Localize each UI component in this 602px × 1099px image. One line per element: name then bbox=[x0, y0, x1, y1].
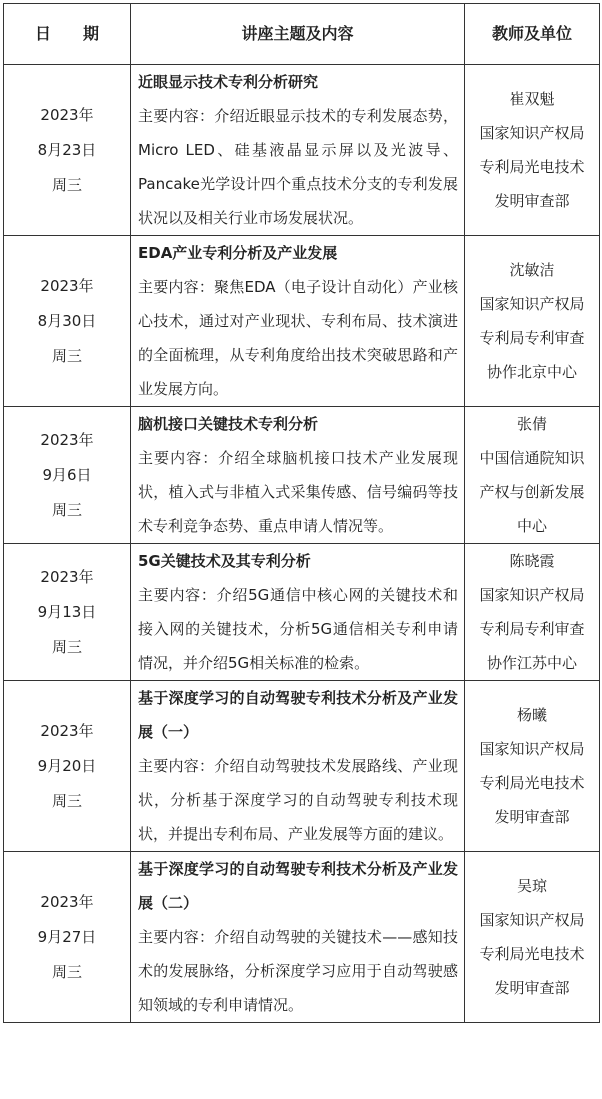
topic-cell bbox=[131, 236, 465, 407]
lecture-title: 5G关键技术及其专利分析 bbox=[138, 552, 311, 570]
teacher-name: 沈敏洁 bbox=[509, 261, 555, 279]
date-cell bbox=[4, 236, 131, 407]
date-year: 2023年 bbox=[40, 430, 94, 449]
header-teacher: 教师及单位 bbox=[465, 4, 600, 65]
date-cell bbox=[4, 65, 131, 236]
teacher-name: 杨曦 bbox=[516, 706, 547, 724]
teacher-cell bbox=[465, 544, 600, 681]
teacher-name: 陈晓霞 bbox=[509, 552, 555, 570]
teacher-cell bbox=[465, 852, 600, 1023]
lecture-title: EDA产业专利分析及产业发展 bbox=[138, 244, 338, 262]
teacher-org-line: 国家知识产权局 bbox=[479, 586, 585, 604]
teacher-org-line: 专利局光电技术 bbox=[479, 774, 585, 792]
topic-cell bbox=[131, 407, 465, 544]
date-weekday: 周三 bbox=[51, 500, 82, 519]
lecture-content: 主要内容：介绍自动驾驶技术发展路线、产业现状，分析基于深度学习的自动驾驶专利技术现状，并提出专利布局、产业发展等方面的建议。 bbox=[138, 757, 458, 843]
lecture-content: 主要内容：介绍近眼显示技术的专利发展态势，Micro LED、硅基液晶显示屏以及光波导、Pancake光学设计四个重点技术分支的专利发展状况以及相关行业市场发展状况。 bbox=[138, 107, 458, 227]
lecture-schedule-table bbox=[3, 3, 600, 1023]
teacher-org-line: 发明审查部 bbox=[494, 808, 570, 826]
teacher-org-line: 专利局光电技术 bbox=[479, 158, 585, 176]
date-year: 2023年 bbox=[40, 105, 94, 124]
date-year: 2023年 bbox=[40, 567, 94, 586]
date-day: 9月20日 bbox=[37, 756, 97, 775]
lecture-content: 主要内容：聚焦EDA（电子设计自动化）产业核心技术，通过对产业现状、专利布局、技术演进的全面梳理，从专利角度给出技术突破思路和产业发展方向。 bbox=[138, 278, 458, 398]
teacher-org-line: 协作江苏中心 bbox=[486, 654, 577, 672]
teacher-name: 张倩 bbox=[516, 415, 547, 433]
date-year: 2023年 bbox=[40, 276, 94, 295]
date-weekday: 周三 bbox=[51, 637, 82, 656]
teacher-cell bbox=[465, 65, 600, 236]
lecture-title: 脑机接口关键技术专利分析 bbox=[138, 415, 319, 433]
table-row bbox=[4, 65, 600, 236]
table-row bbox=[4, 681, 600, 852]
topic-cell bbox=[131, 544, 465, 681]
teacher-org-line: 国家知识产权局 bbox=[479, 911, 585, 929]
lecture-title: 基于深度学习的自动驾驶专利技术分析及产业发展（一） bbox=[138, 689, 458, 741]
teacher-org-line: 发明审查部 bbox=[494, 192, 570, 210]
date-weekday: 周三 bbox=[51, 175, 82, 194]
lecture-title: 近眼显示技术专利分析研究 bbox=[138, 73, 319, 91]
header-topic: 讲座主题及内容 bbox=[131, 4, 465, 65]
date-cell bbox=[4, 407, 131, 544]
date-year: 2023年 bbox=[40, 892, 94, 911]
lecture-content: 主要内容：介绍全球脑机接口技术产业发展现状，植入式与非植入式采集传感、信号编码等技术专利竞争态势、重点申请人情况等。 bbox=[138, 449, 458, 535]
lecture-content: 主要内容：介绍5G通信中核心网的关键技术和接入网的关键技术，分析5G通信相关专利申请情况，并介绍5G相关标准的检索。 bbox=[138, 586, 458, 672]
topic-cell bbox=[131, 852, 465, 1023]
date-cell bbox=[4, 681, 131, 852]
lecture-title: 基于深度学习的自动驾驶专利技术分析及产业发展（二） bbox=[138, 860, 458, 912]
teacher-org-line: 中国信通院知识 bbox=[479, 449, 585, 467]
table-header-row bbox=[4, 4, 600, 65]
date-weekday: 周三 bbox=[51, 346, 82, 365]
teacher-org-line: 国家知识产权局 bbox=[479, 740, 585, 758]
teacher-name: 吴琼 bbox=[516, 877, 547, 895]
teacher-cell bbox=[465, 407, 600, 544]
date-day: 8月30日 bbox=[37, 311, 97, 330]
teacher-name: 崔双魁 bbox=[509, 90, 555, 108]
date-day: 9月13日 bbox=[37, 602, 97, 621]
date-cell bbox=[4, 852, 131, 1023]
teacher-org-line: 国家知识产权局 bbox=[479, 124, 585, 142]
date-weekday: 周三 bbox=[51, 791, 82, 810]
teacher-org-line: 中心 bbox=[516, 517, 547, 535]
lecture-content: 主要内容：介绍自动驾驶的关键技术——感知技术的发展脉络，分析深度学习应用于自动驾驶感知领域的专利申请情况。 bbox=[138, 928, 458, 1014]
table-row bbox=[4, 236, 600, 407]
date-day: 9月6日 bbox=[42, 465, 92, 484]
teacher-org-line: 专利局专利审查 bbox=[479, 620, 585, 638]
date-cell bbox=[4, 544, 131, 681]
topic-cell bbox=[131, 681, 465, 852]
date-day: 9月27日 bbox=[37, 927, 97, 946]
date-day: 8月23日 bbox=[37, 140, 97, 159]
teacher-cell bbox=[465, 236, 600, 407]
header-date: 日 期 bbox=[4, 4, 131, 65]
teacher-org-line: 专利局光电技术 bbox=[479, 945, 585, 963]
date-weekday: 周三 bbox=[51, 962, 82, 981]
teacher-org-line: 国家知识产权局 bbox=[479, 295, 585, 313]
table-row bbox=[4, 544, 600, 681]
topic-cell bbox=[131, 65, 465, 236]
teacher-org-line: 产权与创新发展 bbox=[479, 483, 585, 501]
table-row bbox=[4, 407, 600, 544]
teacher-org-line: 发明审查部 bbox=[494, 979, 570, 997]
teacher-cell bbox=[465, 681, 600, 852]
teacher-org-line: 协作北京中心 bbox=[486, 363, 577, 381]
teacher-org-line: 专利局专利审查 bbox=[479, 329, 585, 347]
date-year: 2023年 bbox=[40, 721, 94, 740]
table-row bbox=[4, 852, 600, 1023]
